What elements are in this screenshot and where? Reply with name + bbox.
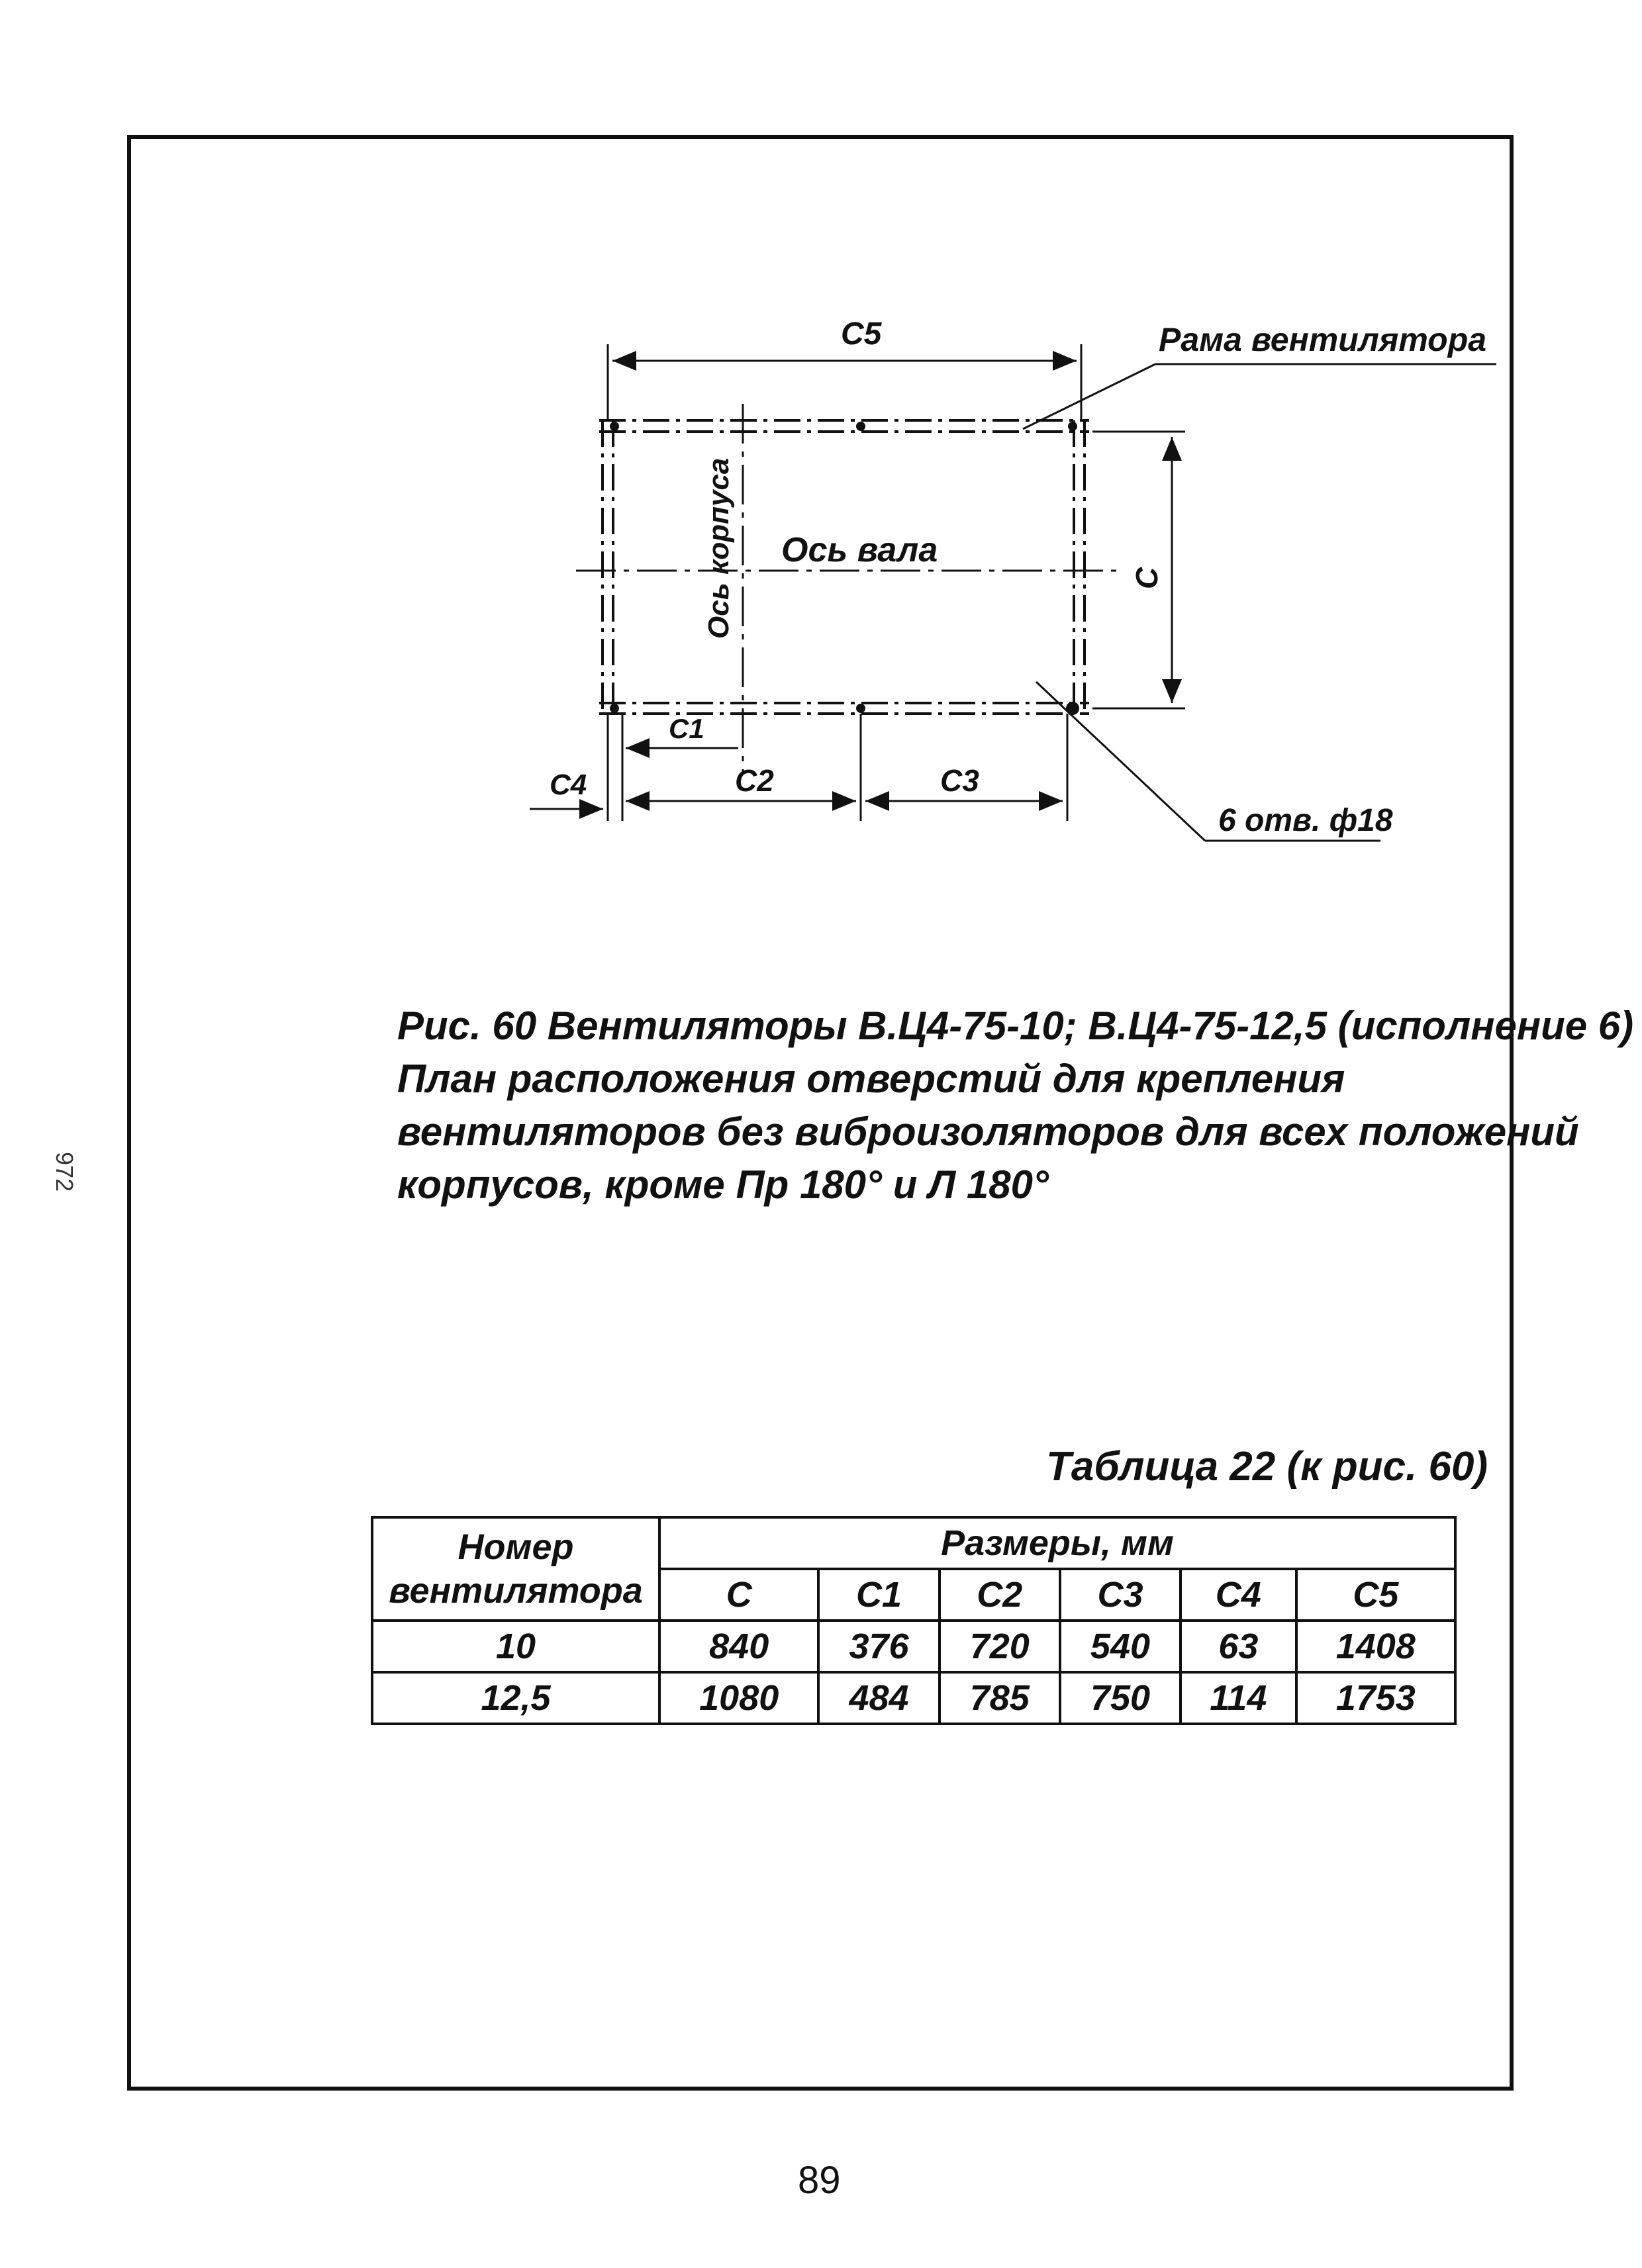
value-c5: 1408	[1296, 1621, 1455, 1672]
caption-line-4: корпусов, кроме Пр 180° и Л 180°	[397, 1162, 1049, 1207]
label-c2: C2	[735, 763, 774, 798]
value-c: 1080	[659, 1672, 818, 1724]
value-c5: 1753	[1296, 1672, 1455, 1724]
label-holes: 6 отв. ф18	[1218, 803, 1393, 838]
value-c2: 720	[940, 1621, 1060, 1672]
value-c3: 540	[1060, 1621, 1181, 1672]
col-header-c: C	[659, 1569, 818, 1621]
label-housing-axis: Ось корпуса	[702, 457, 735, 639]
label-c4: C4	[550, 769, 587, 801]
fan-number: 10	[372, 1621, 659, 1672]
caption-line-1: Рис. 60 Вентиляторы В.Ц4-75-10; В.Ц4-75-12,5 (исполнение 6)	[397, 1004, 1634, 1048]
figure-caption	[397, 1000, 1634, 1211]
fan-number: 12,5	[372, 1672, 659, 1724]
value-c4: 114	[1181, 1672, 1296, 1724]
caption-line-2: План расположения отверстий для крепления	[397, 1057, 1345, 1101]
label-shaft-axis: Ось вала	[781, 531, 938, 569]
col-header-c3: C3	[1060, 1569, 1181, 1621]
table-row	[372, 1621, 1455, 1672]
value-c4: 63	[1181, 1621, 1296, 1672]
label-c1: C1	[669, 713, 704, 744]
table-title: Таблица 22 (к рис. 60)	[1046, 1444, 1488, 1489]
value-c2: 785	[940, 1672, 1060, 1724]
col-header-c5: C5	[1296, 1569, 1455, 1621]
caption-line-3: вентиляторов без виброизоляторов для всех положений	[397, 1110, 1579, 1154]
label-c: C	[1130, 567, 1164, 589]
col-header-c1: C1	[818, 1569, 939, 1621]
value-c: 840	[659, 1621, 818, 1672]
dimensions-table	[371, 1516, 1457, 1725]
table-row	[372, 1672, 1455, 1724]
label-c3: C3	[940, 763, 979, 798]
value-c1: 376	[818, 1621, 939, 1672]
label-c5: C5	[841, 316, 882, 352]
side-note: 972	[51, 1152, 78, 1192]
label-frame: Рама вентилятора	[1159, 321, 1487, 358]
row-header: Номер вентилятора	[372, 1517, 659, 1621]
col-header-c4: C4	[1181, 1569, 1296, 1621]
value-c3: 750	[1060, 1672, 1181, 1724]
group-header: Размеры, мм	[659, 1517, 1455, 1569]
page-number: 89	[798, 2159, 841, 2202]
col-header-c2: C2	[940, 1569, 1060, 1621]
value-c1: 484	[818, 1672, 939, 1724]
